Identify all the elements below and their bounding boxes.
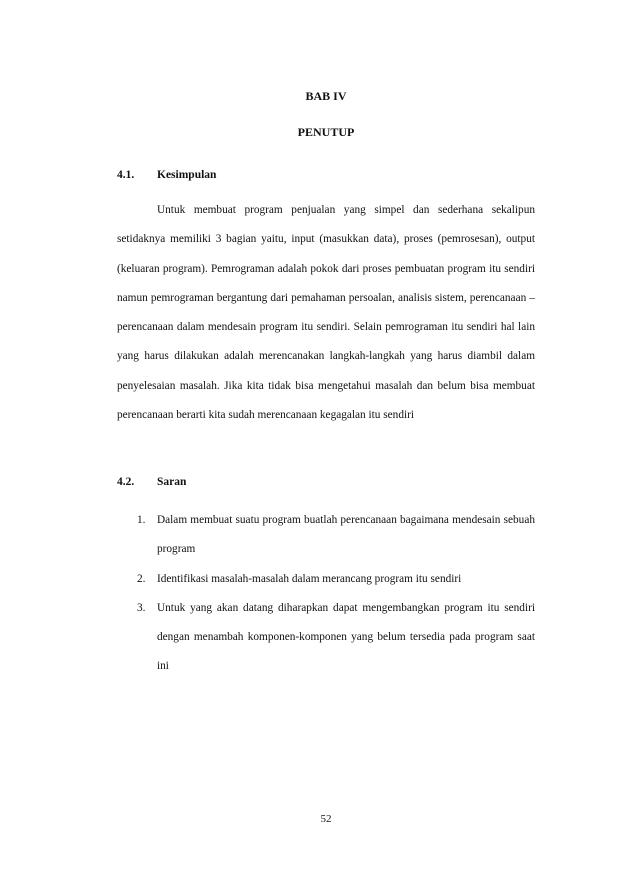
list-marker: 1.	[137, 514, 146, 526]
page-number: 52	[320, 813, 332, 825]
chapter-label: BAB IV	[305, 89, 347, 103]
list-item-text: Identifikasi masalah-masalah dalam merancang program itu sendiri	[157, 572, 462, 585]
conclusion-paragraph: Untuk membuat program penjualan yang simpel dan sederhana sekalipun setidaknya memiliki 3 bagian yaitu, input (masukkan data), proses (pemrosesan), output (keluaran program). Pemrograman adalah pokok dari proses pembuatan program itu sendiri namun pemrograman bergantung dari pemahaman persoalan, analisis sistem, perencanaan – perencanaan dalam mendesain program itu sendiri. Selain pemrograman itu sendiri hal lain yang harus dilakukan adalah merencanakan langkah-langkah yang harus diambil dalam penyelesaian masalah. Jika kita tidak bisa mengetahui masalah dan belum bisa membuat perencanaan berarti kita sudah merencanaan kegagalan itu sendiri	[117, 204, 535, 422]
section-number: 4.2.	[117, 476, 135, 488]
suggestion-list	[117, 506, 535, 682]
section-heading-kesimpulan	[117, 169, 216, 181]
section-title: Kesimpulan	[157, 169, 217, 181]
list-item	[117, 506, 535, 565]
chapter-title: PENUTUP	[297, 125, 355, 139]
section-heading-saran	[117, 476, 186, 488]
list-item-text: Untuk yang akan datang diharapkan dapat mengembangkan program itu sendiri dengan menambah komponen-komponen yang belum tersedia pada program saat ini	[157, 601, 535, 673]
list-marker: 3.	[137, 601, 146, 614]
section-title: Saran	[157, 476, 187, 488]
list-item-text: Dalam membuat suatu program buatlah perencanaan bagaimana mendesain sebuah program	[157, 514, 535, 556]
section-number: 4.1.	[117, 169, 135, 181]
list-item	[117, 565, 535, 594]
list-item	[117, 594, 535, 682]
list-marker: 2.	[137, 572, 146, 585]
